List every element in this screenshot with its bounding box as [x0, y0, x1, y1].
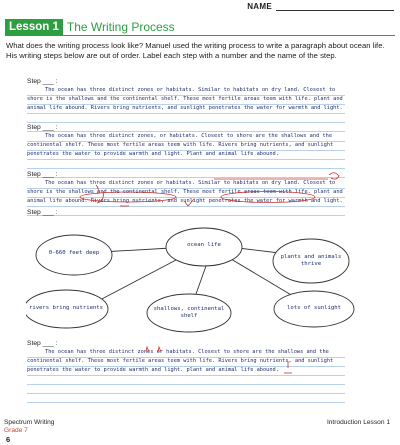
name-blank[interactable] [276, 3, 394, 11]
edited-paragraph: The ocean has three distinct zones or habitats. Similar to habitats on dry land. Closest to shore is the shallows and the continental shelf. These most fertile areas teem with life. plant and animal life abound. Rivers bring nutrients, and sunlight penetrates the water for warmth and light. [27, 180, 343, 205]
web-node: shallows, continental shelf [153, 305, 225, 319]
step-label[interactable]: Step ___ : [27, 124, 58, 131]
step-label[interactable]: Step ___ : [27, 78, 58, 85]
step-label[interactable]: Step ___ : [27, 340, 58, 347]
revised-paragraph: The ocean has three distinct zones, or habitats. Closest to shore are the shallows and the continental shelf. These most fertile areas teem with life. Rivers bring nutrients, and sunlight penetrates the water to provide warmth and light. Plant and animal life abound. [27, 133, 334, 158]
step-label[interactable]: Step ___ : [27, 209, 58, 216]
footer-section: Introduction Lesson 1 [326, 419, 390, 426]
name-label: NAME [247, 2, 272, 11]
draft-paragraph: The ocean has three distinct zones or habitats. Similar to habitats on dry land. Closest to shore is the shallows and the continental shelf. These most fertile areas teem with life. plant and animal life abound. Rivers bring nutrients, and sunlight penetrates the water for warmth and light. [27, 87, 343, 112]
web-node: 0-660 feet deep [48, 250, 100, 257]
page-number: 6 [6, 435, 11, 444]
final-paragraph: The ocean has three distinct zones or habitats. Closest to shore are the shallows and the continental shelf. These most fertile areas teem with life. Rivers bring nutrients, and sunlight penetrates the water to provide warmth and light. plant and animal life abound. [27, 349, 334, 374]
lesson-title: The Writing Process [66, 20, 175, 34]
step-block-3 [27, 170, 345, 207]
lesson-rule [5, 35, 395, 36]
web-node: plants and animals thrive [280, 253, 342, 267]
step-block-2 [27, 123, 345, 160]
grade-label: Grade 7 [4, 427, 28, 434]
book-title: Spectrum Writing [4, 419, 55, 426]
web-node: rivers bring nutrients [28, 305, 104, 312]
step-block-1 [27, 77, 345, 114]
name-field [247, 2, 394, 11]
instructions: What does the writing process look like? Manuel used the writing process to write a paragraph about ocean life. His writing steps below are out of order. Label each step with a number and the name of the step. [6, 41, 385, 61]
step-label[interactable]: Step ___ : [27, 171, 58, 178]
web-center-node: ocean life [187, 242, 221, 249]
web-node: lots of sunlight [287, 305, 341, 312]
lesson-header [5, 19, 395, 35]
step-block-4 [27, 208, 345, 217]
idea-web [26, 224, 366, 334]
footer-book-info [4, 419, 54, 435]
lesson-tab: Lesson 1 [5, 19, 63, 35]
step-block-5 [27, 339, 345, 376]
